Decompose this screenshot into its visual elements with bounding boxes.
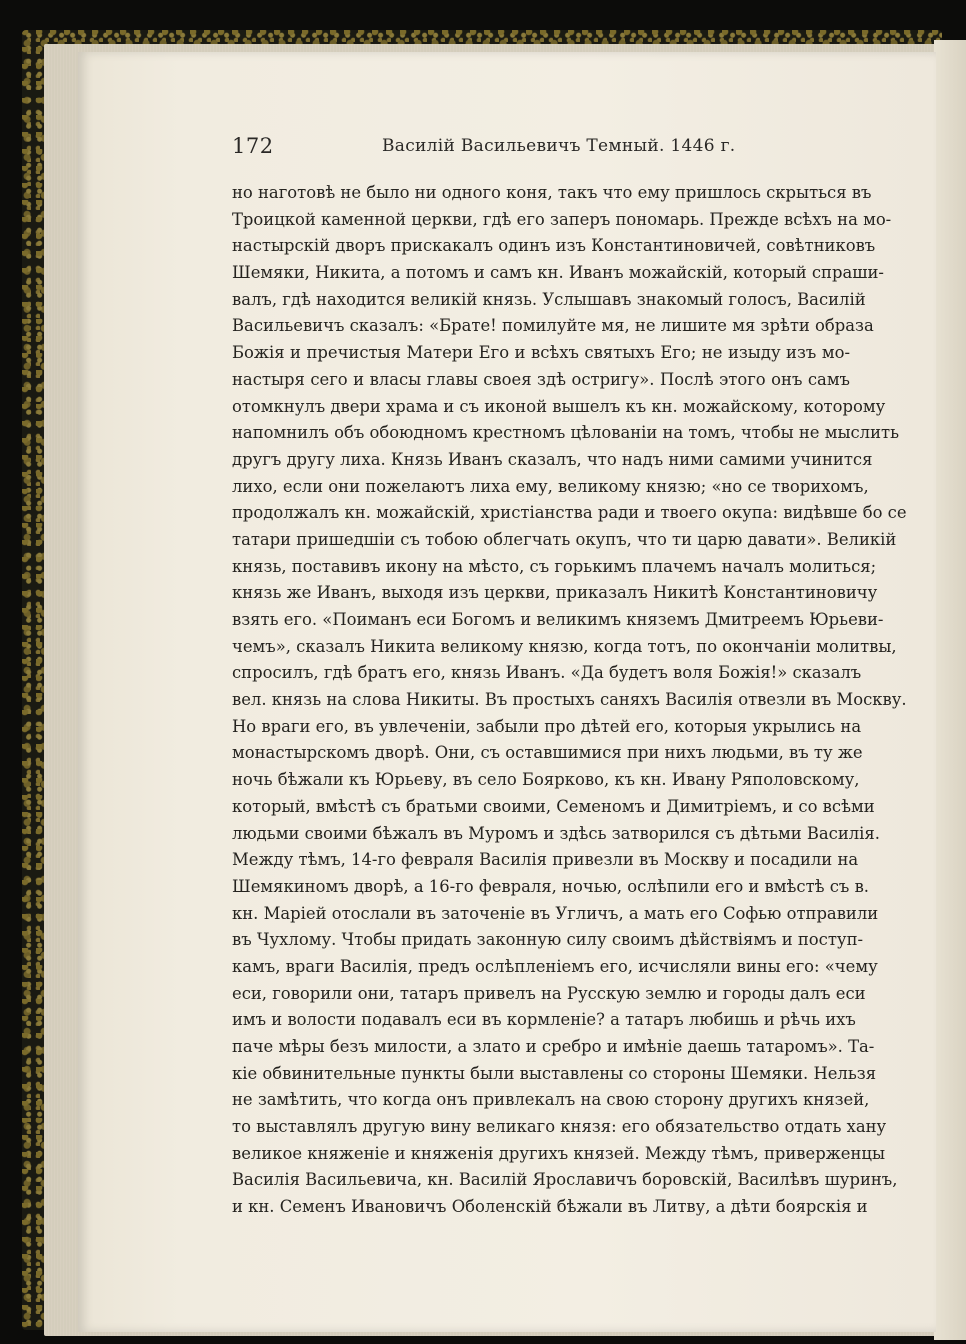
text-line: спросилъ, гдѣ братъ его, князь Иванъ. «Да будетъ воля Божія!» сказалъ <box>232 663 862 683</box>
text-line: Шемяки, Никита, а потомъ и самъ кн. Иванъ можайскій, который спраши- <box>232 263 884 283</box>
text-line: Но враги его, въ увлеченіи, забыли про дѣтей его, которыя укрылись на <box>232 716 862 736</box>
next-page-edge <box>934 40 966 1340</box>
text-line: великое княженіе и княженія другихъ князей. Между тѣмъ, приверженцы <box>232 1143 886 1163</box>
text-line: настырскій дворъ прискакалъ одинъ изъ Константиновичей, совѣтниковъ <box>232 236 876 256</box>
text-line: напомнилъ объ обоюдномъ крестномъ цѣлованіи на томъ, чтобы не мыслить <box>232 423 899 443</box>
text-line: людьми своими бѣжалъ въ Муромъ и здѣсь затворился съ дѣтьми Василія. <box>232 823 880 843</box>
text-line: валъ, гдѣ находится великій князь. Услышавъ знакомый голосъ, Василій <box>232 289 866 309</box>
running-head: Василій Васильевичъ Темный. 1446 г. <box>382 136 736 156</box>
text-line: но наготовѣ не было ни одного коня, такъ что ему пришлось скрыться въ <box>232 183 872 202</box>
text-line: не замѣтить, что когда онъ привлекалъ на свою сторону другихъ князей, <box>232 1090 870 1110</box>
text-line: взять его. «Поиманъ еси Богомъ и великимъ княземъ Дмитреемъ Юрьеви- <box>232 610 884 629</box>
text-line: Шемякиномъ дворѣ, а 16-го февраля, ночью, ослѣпили его и вмѣстѣ съ в. <box>232 876 870 896</box>
text-line: князь, поставивъ икону на мѣсто, съ горькимъ плачемъ началъ молиться; <box>232 556 877 576</box>
text-line: Божія и пречистыя Матери Его и всѣхъ святыхъ Его; не изыду изъ мо- <box>232 343 850 363</box>
text-line: который, вмѣстѣ съ братьми своими, Семеномъ и Димитріемъ, и со всѣми <box>232 796 875 816</box>
text-line: имъ и волости подавалъ еси въ кормленіе? а татаръ любишь и рѣчь ихъ <box>232 1010 856 1030</box>
text-line: ночь бѣжали къ Юрьеву, въ село Боярково, къ кн. Ивану Ряполовскому, <box>232 770 860 790</box>
page-header <box>232 134 736 164</box>
text-line: паче мѣры безъ милости, а злато и сребро и имѣніе даешь татаромъ». Та- <box>232 1037 875 1056</box>
page-number: 172 <box>232 134 274 158</box>
text-line: то выставлялъ другую вину великаго князя: его обязательство отдать хану <box>232 1117 887 1137</box>
text-line: татари пришедшіи съ тобою облегчать окупъ, что ти царю давати». Великій <box>232 529 897 549</box>
text-line: кн. Маріей отослали въ заточеніе въ Угличъ, а мать его Софью отправили <box>232 903 879 923</box>
text-line: и кн. Семенъ Ивановичъ Оболенскій бѣжали въ Литву, а дѣти боярскія и <box>232 1197 868 1217</box>
text-line: Троицкой каменной церкви, гдѣ его заперъ пономарь. Прежде всѣхъ на мо- <box>232 209 892 229</box>
text-line: монастырскомъ дворѣ. Они, съ оставшимися при нихъ людьми, въ ту же <box>232 743 863 763</box>
text-line: Между тѣмъ, 14-го февраля Василія привезли въ Москву и посадили на <box>232 850 859 870</box>
text-line: еси, говорили они, татаръ привелъ на Русскую землю и городы далъ еси <box>232 983 866 1003</box>
text-line: камъ, враги Василія, предъ ослѣпленіемъ его, исчисляли вины его: «чему <box>232 956 878 976</box>
text-line: въ Чухлому. Чтобы придать законную силу своимъ дѣйствіямъ и поступ- <box>232 930 864 950</box>
text-line: Василія Васильевича, кн. Василій Ярославичъ боровскій, Василѣвъ шуринъ, <box>232 1170 898 1190</box>
text-line: кіе обвинительные пункты были выставлены со стороны Шемяки. Нельзя <box>232 1063 877 1083</box>
text-line: продолжалъ кн. можайскій, христіанства ради и твоего окупа: видѣвше бо се <box>232 503 907 523</box>
text-line: вел. князь на слова Никиты. Въ простыхъ саняхъ Василія отвезли въ Москву. <box>232 690 907 710</box>
text-line: Васильевичъ сказалъ: «Брате! помилуйте мя, не лишите мя зрѣти образа <box>232 316 874 336</box>
text-line: чемъ», сказалъ Никита великому князю, когда тотъ, по окончаніи молитвы, <box>232 636 897 656</box>
text-line: настыря сего и власы главы своея здѣ остригу». Послѣ этого онъ самъ <box>232 369 850 389</box>
text-line: отомкнулъ двери храма и съ иконой вышелъ къ кн. можайскому, которому <box>232 396 886 416</box>
body-text <box>232 180 907 1221</box>
text-line: другъ другу лиха. Князь Иванъ сказалъ, что надъ ними самими учинится <box>232 449 873 469</box>
text-line: лихо, если они пожелаютъ лиха ему, великому князю; «но се творихомъ, <box>232 476 869 496</box>
text-line: князь же Иванъ, выходя изъ церкви, приказалъ Никитѣ Константиновичу <box>232 583 878 603</box>
